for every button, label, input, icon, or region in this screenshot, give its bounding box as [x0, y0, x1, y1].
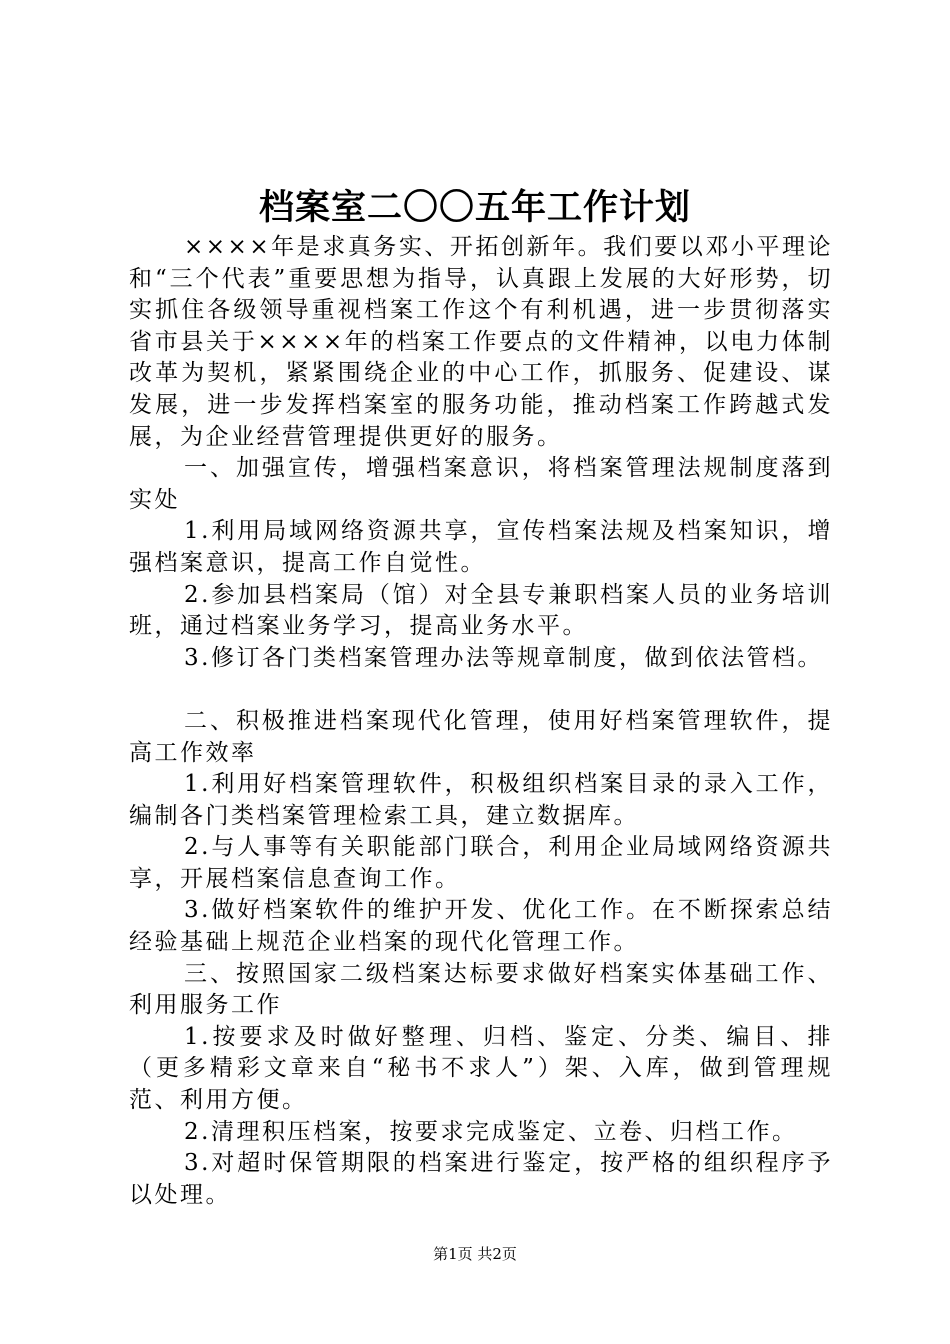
document-title: 档案室二〇〇五年工作计划 [258, 187, 691, 228]
list-item: 1.利用局域网络资源共享，宣传档案法规及档案知识，增强档案意识，提高工作自觉性。 [129, 518, 833, 576]
section-heading-3: 三、按照国家二级档案达标要求做好档案实体基础工作、利用服务工作 [129, 960, 833, 1019]
list-item: 1.利用好档案管理软件，积极组织档案目录的录入工作，编制各门类档案管理检索工具，建立数据库。 [129, 771, 833, 829]
intro-paragraph: ××××年是求真务实、开拓创新年。我们要以邓小平理论和“三个代表”重要思想为指导，认真跟上发展的大好形势，切实抓住各级领导重视档案工作这个有利机遇，进一步贯彻落实省市县关于××××年的档案工作要点的文件精神，以电力体制改革为契机，紧紧围绕企业的中心工作，抓服务、促建设、谋发展，进一步发挥档案室的服务功能，推动档案工作跨越式发展，为企业经营管理提供更好的服务。 [129, 234, 833, 450]
list-item: 2.清理积压档案，按要求完成鉴定、立卷、归档工作。 [184, 1118, 798, 1145]
list-item: 2.参加县档案局（馆）对全县专兼职档案人员的业务培训班，通过档案业务学习，提高业务水平。 [129, 581, 833, 640]
list-item: 3.做好档案软件的维护开发、优化工作。在不断探索总结经验基础上规范企业档案的现代化管理工作。 [129, 897, 833, 956]
list-item: 3.对超时保管期限的档案进行鉴定，按严格的组织程序予以处理。 [129, 1150, 833, 1208]
list-item: 1.按要求及时做好整理、归档、鉴定、分类、编目、排（更多精彩文章来自“秘书不求人”）架、入库，做到管理规范、利用方便。 [129, 1023, 833, 1114]
section-heading-2: 二、积极推进档案现代化管理，使用好档案管理软件，提高工作效率 [129, 707, 833, 766]
page-footer: 第1页 共2页 [433, 1245, 517, 1263]
list-item: 3.修订各门类档案管理办法等规章制度，做到依法管档。 [184, 644, 823, 671]
document-body [129, 232, 833, 1211]
list-item: 2.与人事等有关职能部门联合，利用企业局域网络资源共享，开展档案信息查询工作。 [129, 834, 833, 892]
section-heading-1: 一、加强宣传，增强档案意识，将档案管理法规制度落到实处 [129, 455, 833, 513]
